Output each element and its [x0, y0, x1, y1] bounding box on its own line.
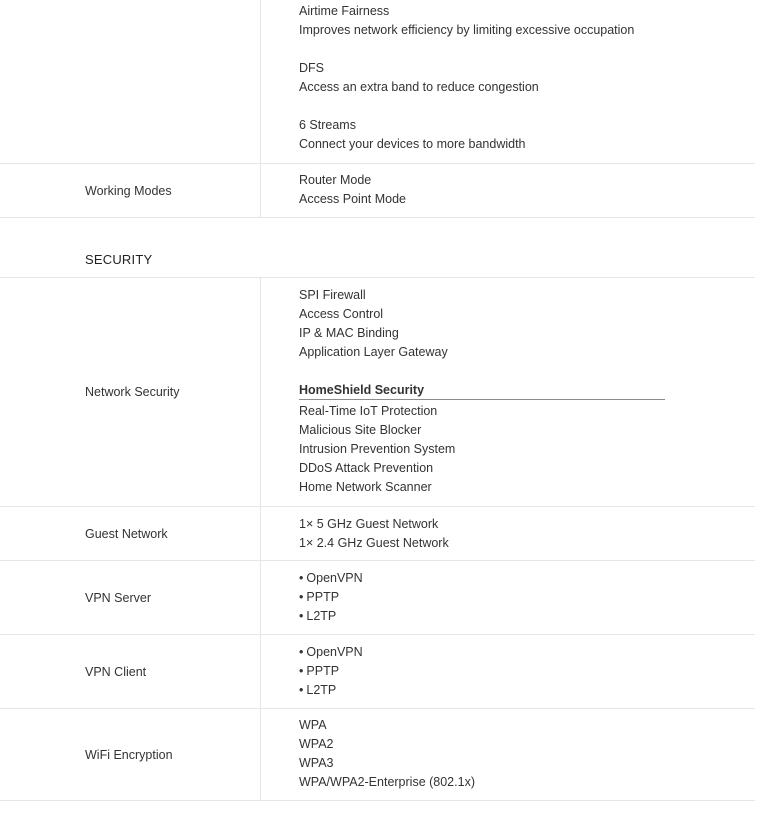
value-item: SPI Firewall — [299, 288, 366, 302]
row-working-modes — [0, 164, 755, 218]
value-item: Intrusion Prevention System — [299, 442, 456, 456]
value-item: Access Control — [299, 307, 384, 321]
row-features — [0, 0, 755, 164]
row-vpn-server — [0, 561, 755, 635]
value-item: • L2TP — [299, 607, 755, 626]
feature-desc: Connect your devices to more bandwidth — [299, 137, 526, 151]
feature-title: Airtime Fairness — [299, 4, 390, 18]
vpn-server-values — [261, 561, 755, 634]
value-item: 1× 5 GHz Guest Network — [299, 517, 439, 531]
value-item: Access Point Mode — [299, 192, 406, 206]
row-vpn-client — [0, 635, 755, 709]
wifi-encryption-values — [261, 709, 755, 800]
value-item: Router Mode — [299, 173, 372, 187]
value-item: • L2TP — [299, 681, 755, 700]
value-item: WPA — [299, 718, 327, 732]
features-value-cell — [261, 0, 755, 163]
value-item: Home Network Scanner — [299, 480, 432, 494]
value-item: Real-Time IoT Protection — [299, 404, 438, 418]
value-item: • PPTP — [299, 588, 755, 607]
working-modes-values — [261, 164, 755, 217]
value-item: DDoS Attack Prevention — [299, 461, 434, 475]
spacer — [299, 362, 755, 381]
value-item: WPA3 — [299, 756, 334, 770]
value-item: • PPTP — [299, 662, 755, 681]
section-security — [0, 218, 755, 278]
working-modes-label: Working Modes — [0, 164, 261, 217]
features-label-cell — [0, 0, 261, 163]
value-item: • OpenVPN — [299, 569, 755, 588]
row-network-security — [0, 278, 755, 507]
value-item: 1× 2.4 GHz Guest Network — [299, 536, 449, 550]
network-security-values — [261, 278, 755, 506]
row-wifi-encryption — [0, 709, 755, 801]
value-item: • OpenVPN — [299, 643, 755, 662]
row-guest-network — [0, 507, 755, 561]
wifi-encryption-label: WiFi Encryption — [0, 709, 261, 800]
guest-network-label: Guest Network — [0, 507, 261, 560]
feature-desc: Access an extra band to reduce congestion — [299, 80, 539, 94]
feature-title: 6 Streams — [299, 118, 356, 132]
spacer — [299, 40, 755, 59]
vpn-server-label: VPN Server — [0, 561, 261, 634]
network-security-label: Network Security — [0, 278, 261, 506]
vpn-client-label: VPN Client — [0, 635, 261, 708]
guest-network-values — [261, 507, 755, 560]
section-title: SECURITY — [85, 252, 153, 267]
homeshield-heading: HomeShield Security — [299, 381, 665, 400]
vpn-client-values — [261, 635, 755, 708]
value-item: WPA/WPA2-Enterprise (802.1x) — [299, 775, 475, 789]
feature-desc: Improves network efficiency by limiting excessive occupation — [299, 23, 635, 37]
value-item: IP & MAC Binding — [299, 326, 399, 340]
feature-title: DFS — [299, 61, 324, 75]
value-item: WPA2 — [299, 737, 334, 751]
spacer — [299, 97, 755, 116]
value-item: Application Layer Gateway — [299, 345, 448, 359]
value-item: Malicious Site Blocker — [299, 423, 422, 437]
